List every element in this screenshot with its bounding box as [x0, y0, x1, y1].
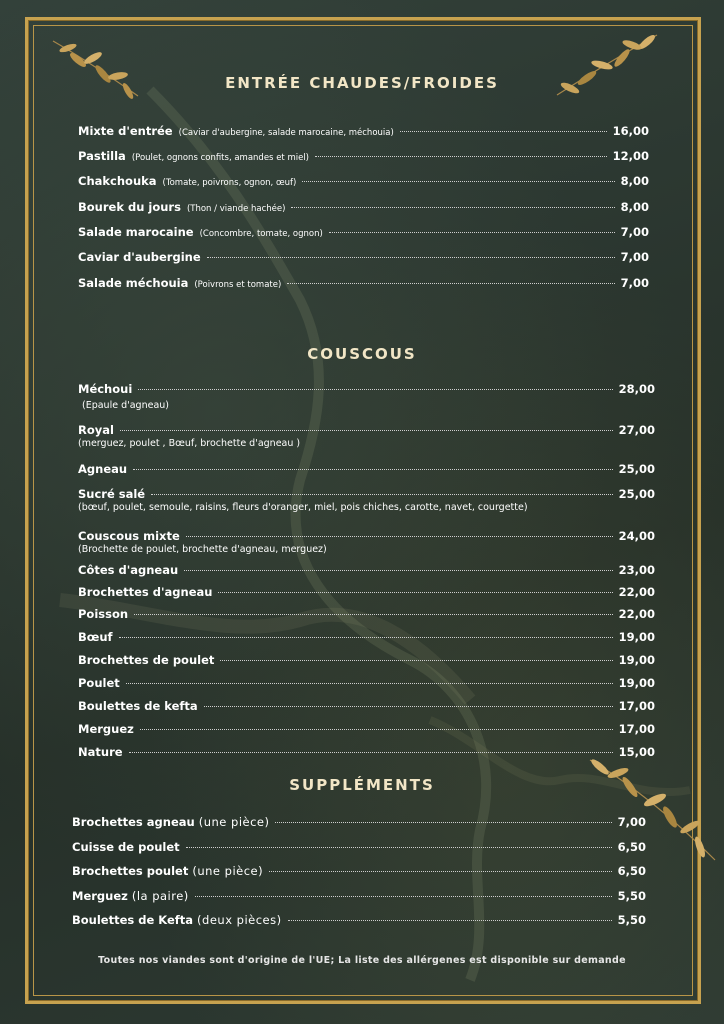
menu-item-row: [78, 529, 655, 543]
dot-leader: [275, 821, 611, 823]
menu-item-row: [78, 225, 649, 239]
item-name: Salade marocaine: [78, 225, 194, 239]
item-name: Royal: [78, 423, 114, 437]
item-price: 28,00: [618, 382, 655, 396]
dot-leader: [315, 155, 607, 157]
item-name: Côtes d'agneau: [78, 563, 179, 577]
item-name: Boulettes de kefta: [78, 699, 198, 713]
menu-item-row: [78, 585, 655, 599]
supplement-portion: (une pièce): [192, 864, 264, 878]
dot-leader: [119, 636, 613, 638]
dot-leader: [151, 493, 613, 495]
supplement-row: [72, 840, 646, 854]
section-title-supplements: SUPPLÉMENTS: [289, 776, 435, 794]
item-price: 17,00: [618, 722, 655, 736]
item-name: Chakchouka: [78, 174, 157, 188]
supplement-name: Merguez: [72, 889, 128, 903]
supplement-name: Cuisse de poulet: [72, 840, 180, 854]
dot-leader: [126, 682, 613, 684]
item-description: (Epaule d'agneau): [82, 400, 169, 411]
item-price: 12,00: [612, 149, 649, 163]
item-description: (Poivrons et tomate): [194, 280, 282, 290]
item-description: (Thon / viande hachée): [186, 204, 286, 214]
item-description: (Poulet, ognons confits, amandes et miel): [131, 153, 310, 163]
menu-item-row: [78, 149, 649, 163]
item-price: 23,00: [618, 563, 655, 577]
item-name: Salade méchouia: [78, 276, 189, 290]
item-name: Brochettes de poulet: [78, 653, 215, 667]
supplement-portion: (la paire): [131, 889, 189, 903]
menu-item-row: [78, 250, 649, 264]
item-name: Pastilla: [78, 149, 126, 163]
item-description: (merguez, poulet , Bœuf, brochette d'agneau ): [78, 438, 301, 449]
supplement-row: [72, 913, 646, 927]
supplement-price: 6,50: [617, 840, 646, 854]
dot-leader: [120, 429, 613, 431]
menu-item-row: [78, 487, 655, 501]
item-price: 24,00: [618, 529, 655, 543]
menu-item-row: [78, 382, 655, 396]
item-price: 25,00: [618, 487, 655, 501]
supplement-portion: (une pièce): [198, 815, 270, 829]
item-description: (bœuf, poulet, semoule, raisins, fleurs d'oranger, miel, pois chiches, carotte, navet, courgette): [78, 502, 528, 513]
section-title-couscous: COUSCOUS: [307, 345, 417, 363]
dot-leader: [220, 659, 612, 661]
dot-leader: [302, 180, 614, 182]
menu-item-row: [78, 676, 655, 690]
dot-leader: [329, 231, 615, 233]
menu-item-row: [78, 630, 655, 644]
item-name: Mixte d'entrée: [78, 124, 173, 138]
item-price: 17,00: [618, 699, 655, 713]
supplement-price: 7,00: [617, 815, 646, 829]
item-price: 22,00: [618, 585, 655, 599]
dot-leader: [186, 846, 612, 848]
dot-leader: [291, 206, 614, 208]
dot-leader: [134, 613, 613, 615]
menu-item-row: [78, 200, 649, 214]
dot-leader: [138, 388, 612, 390]
item-name: Poulet: [78, 676, 120, 690]
dot-leader: [288, 919, 612, 921]
item-price: 19,00: [618, 630, 655, 644]
item-name: Caviar d'aubergine: [78, 250, 201, 264]
supplement-name: Brochettes poulet: [72, 864, 189, 878]
supplement-row: [72, 889, 646, 903]
item-price: 8,00: [620, 174, 649, 188]
item-description: (Concombre, tomate, ognon): [199, 229, 323, 239]
item-name: Bœuf: [78, 630, 113, 644]
supplement-price: 5,50: [617, 889, 646, 903]
menu-item-row: [78, 423, 655, 437]
item-price: 15,00: [618, 745, 655, 759]
item-name: Nature: [78, 745, 123, 759]
item-name: Méchoui: [78, 382, 133, 396]
item-name: Sucré salé: [78, 487, 146, 501]
dot-leader: [204, 705, 613, 707]
menu-item-row: [78, 745, 655, 759]
menu-item-row: [78, 699, 655, 713]
item-price: 16,00: [612, 124, 649, 138]
menu-item-row: [78, 462, 655, 476]
item-price: 27,00: [618, 423, 655, 437]
supplement-portion: (deux pièces): [197, 913, 282, 927]
item-name: Poisson: [78, 607, 129, 621]
dot-leader: [129, 751, 613, 753]
dot-leader: [218, 591, 612, 593]
item-price: 7,00: [620, 225, 649, 239]
supplement-price: 6,50: [617, 864, 646, 878]
menu-item-row: [78, 124, 649, 138]
item-name: Couscous mixte: [78, 529, 180, 543]
dot-leader: [207, 256, 615, 258]
supplement-row: [72, 864, 646, 878]
item-description: (Caviar d'aubergine, salade marocaine, méchouia): [178, 128, 394, 138]
supplement-name: Boulettes de Kefta: [72, 913, 194, 927]
footer-note: Toutes nos viandes sont d'origine de l'UE; La liste des allérgenes est disponible sur demande: [98, 955, 626, 966]
dot-leader: [269, 870, 612, 872]
dot-leader: [184, 569, 612, 571]
item-price: 19,00: [618, 676, 655, 690]
menu-item-row: [78, 276, 649, 290]
dot-leader: [400, 130, 607, 132]
item-price: 25,00: [618, 462, 655, 476]
menu-item-row: [78, 563, 655, 577]
item-price: 22,00: [618, 607, 655, 621]
item-name: Brochettes d'agneau: [78, 585, 213, 599]
item-description: (Brochette de poulet, brochette d'agneau, merguez): [78, 544, 327, 555]
supplement-row: [72, 815, 646, 829]
dot-leader: [133, 468, 613, 470]
dot-leader: [140, 728, 613, 730]
item-name: Bourek du jours: [78, 200, 181, 214]
item-description: (Tomate, poivrons, ognon, œuf): [162, 178, 297, 188]
dot-leader: [195, 895, 612, 897]
item-name: Agneau: [78, 462, 128, 476]
section-title-entrees: ENTRÉE CHAUDES/FROIDES: [225, 74, 499, 92]
item-price: 8,00: [620, 200, 649, 214]
item-price: 7,00: [620, 250, 649, 264]
menu-item-row: [78, 607, 655, 621]
menu-item-row: [78, 174, 649, 188]
menu-item-row: [78, 722, 655, 736]
item-name: Merguez: [78, 722, 134, 736]
menu-item-row: [78, 653, 655, 667]
item-price: 19,00: [618, 653, 655, 667]
dot-leader: [287, 282, 614, 284]
supplement-name: Brochettes agneau: [72, 815, 195, 829]
item-price: 7,00: [620, 276, 649, 290]
supplement-price: 5,50: [617, 913, 646, 927]
dot-leader: [186, 535, 613, 537]
